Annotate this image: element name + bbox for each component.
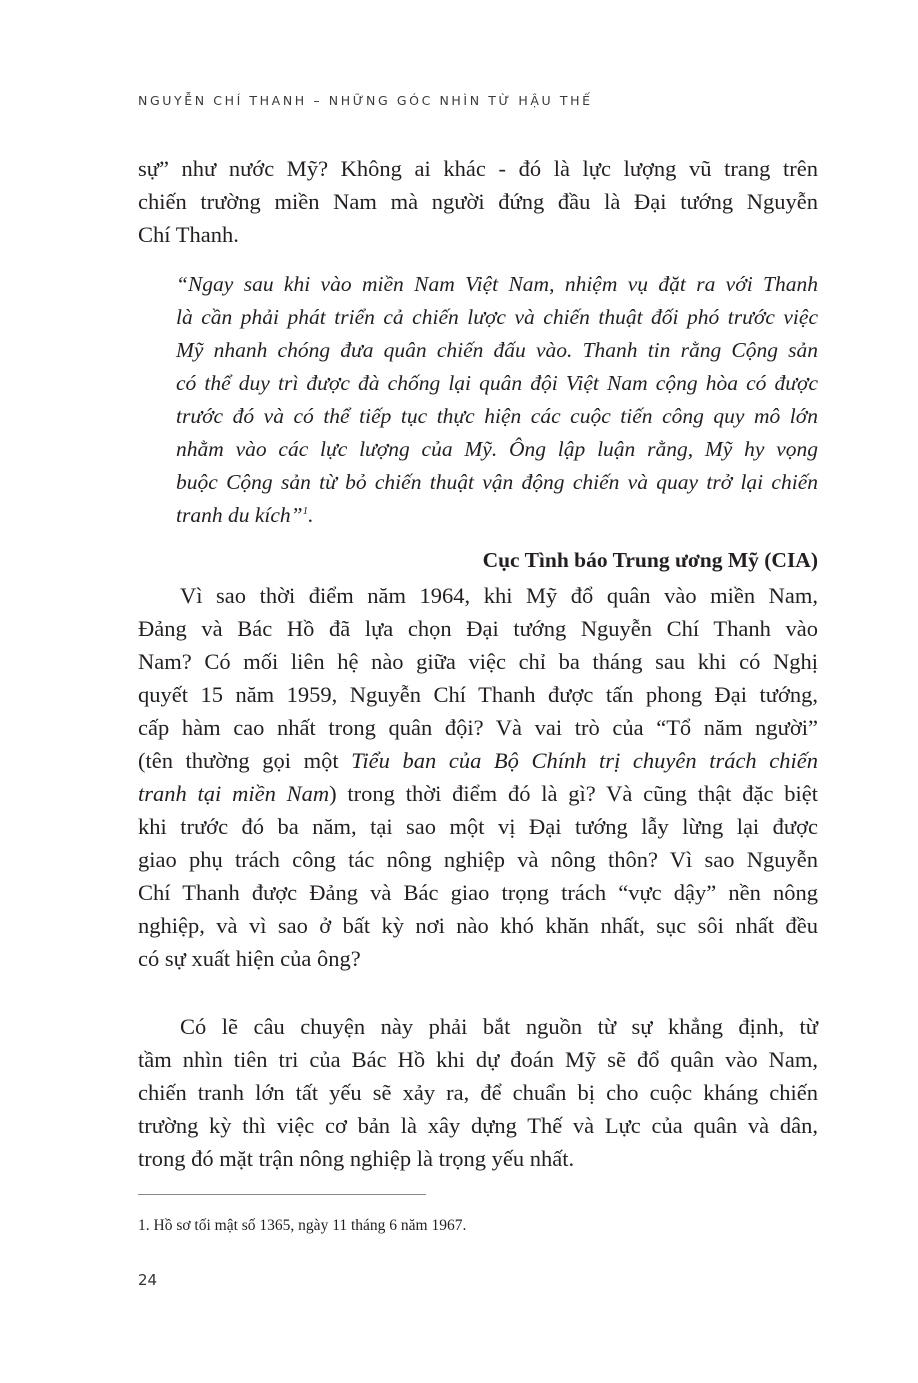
text-line: trường kỳ thì việc cơ bản là xây dựng Thế và Lực của quân và dân,: [138, 1113, 818, 1138]
text-line: Nam? Có mối liên hệ nào giữa việc chỉ ba tháng sau khi có Nghị: [138, 649, 818, 674]
quote-end: .: [308, 503, 314, 527]
text-line: Chí Thanh được Đảng và Bác giao trọng trách “vực dậy” nền nông: [138, 880, 818, 905]
intro-paragraph: [138, 152, 818, 251]
text-line: trong đó mặt trận nông nghiệp là trọng yếu nhất.: [138, 1146, 575, 1171]
quote-line: nhằm vào các lực lượng của Mỹ. Ông lập luận rằng, Mỹ hy vọng: [176, 437, 818, 461]
body-paragraph-2: [138, 1010, 818, 1175]
quote-attribution: Cục Tình báo Trung ương Mỹ (CIA): [482, 548, 818, 572]
quote-line: có thể duy trì được đà chống lại quân đội Việt Nam cộng hòa có được: [176, 371, 818, 395]
text-span: (tên thường gọi một: [138, 748, 352, 773]
text-line: quyết 15 năm 1959, Nguyễn Chí Thanh được tấn phong Đại tướng,: [138, 682, 818, 707]
quote-line: Mỹ nhanh chóng đưa quân chiến đấu vào. Thanh tin rằng Cộng sản: [176, 338, 818, 362]
quote-line: trước đó và có thể tiếp tục thực hiện các cuộc tiến công quy mô lớn: [176, 404, 818, 428]
text-line: nghiệp, và vì sao ở bất kỳ nơi nào khó khăn nhất, sục sôi nhất đều: [138, 913, 818, 938]
text-line: Chí Thanh.: [138, 222, 239, 247]
text-line: khi trước đó ba năm, tại sao một vị Đại tướng lẫy lừng lại được: [138, 814, 818, 839]
quote-line: là cần phải phát triển cả chiến lược và chiến thuật đối phó trước việc: [176, 305, 818, 329]
quote-line: buộc Cộng sản từ bỏ chiến thuật vận động chiến và quay trở lại chiến: [176, 470, 818, 494]
text-line: sự” như nước Mỹ? Không ai khác - đó là lực lượng vũ trang trên: [138, 156, 818, 181]
block-quote: [176, 268, 818, 532]
body-paragraph-1: [138, 579, 818, 975]
footnote-ref[interactable]: 1: [302, 504, 309, 517]
footnote-divider: [138, 1194, 426, 1195]
text-line: tầm nhìn tiên tri của Bác Hồ khi dự đoán Mỹ sẽ đổ quân vào Nam,: [138, 1047, 818, 1072]
text-line: chiến tranh lớn tất yếu sẽ xảy ra, để chuẩn bị cho cuộc kháng chiến: [138, 1080, 818, 1105]
text-line: [138, 777, 818, 810]
text-line: có sự xuất hiện của ông?: [138, 946, 361, 971]
text-span: ) trong thời điểm đó là gì? Và cũng thật đặc biệt: [329, 781, 818, 806]
text-line: cấp hàm cao nhất trong quân đội? Và vai trò của “Tổ năm người”: [138, 715, 818, 740]
text-line: giao phụ trách công tác nông nghiệp và nông thôn? Vì sao Nguyễn: [138, 847, 818, 872]
italic-span: tranh tại miền Nam: [138, 781, 330, 806]
quote-line: “Ngay sau khi vào miền Nam Việt Nam, nhiệm vụ đặt ra với Thanh: [176, 272, 818, 296]
quote-line: [176, 499, 818, 532]
quote-text: tranh du kích”: [176, 503, 303, 527]
text-line: [138, 744, 818, 777]
text-line: Vì sao thời điểm năm 1964, khi Mỹ đổ quân vào miền Nam,: [180, 583, 818, 608]
italic-span: Tiểu ban của Bộ Chính trị chuyên trách chiến: [351, 748, 818, 773]
text-line: Đảng và Bác Hồ đã lựa chọn Đại tướng Nguyễn Chí Thanh vào: [138, 616, 818, 641]
running-header: NGUYỄN CHÍ THANH – NHỮNG GÓC NHÌN TỪ HẬU THẾ: [138, 93, 593, 108]
text-line: Có lẽ câu chuyện này phải bắt nguồn từ sự khẳng định, từ: [180, 1014, 818, 1039]
footnote: 1. Hồ sơ tối mật số 1365, ngày 11 tháng 6 năm 1967.: [138, 1217, 467, 1234]
text-line: chiến trường miền Nam mà người đứng đầu là Đại tướng Nguyễn: [138, 189, 818, 214]
page-number: 24: [138, 1271, 158, 1289]
